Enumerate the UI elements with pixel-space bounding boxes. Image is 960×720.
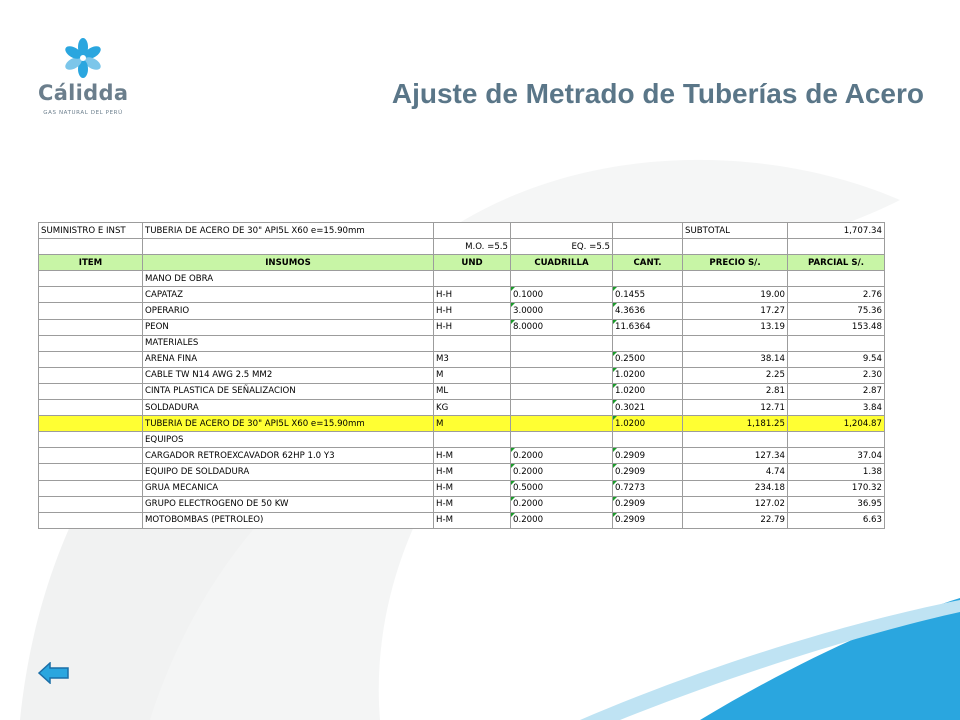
table-row — [39, 303, 885, 319]
precio-cell[interactable]: 1,181.25 — [683, 416, 788, 432]
parcial-cell[interactable]: 2.87 — [788, 383, 885, 399]
cuadrilla-cell[interactable]: 8.0000 — [511, 319, 613, 335]
info-empty-cell[interactable] — [434, 223, 511, 239]
parcial-cell[interactable]: 1.38 — [788, 464, 885, 480]
precio-cell[interactable]: 234.18 — [683, 480, 788, 496]
und-cell[interactable]: H-M — [434, 496, 511, 512]
item-cell[interactable] — [39, 448, 143, 464]
parcial-cell[interactable]: 2.76 — [788, 287, 885, 303]
insumo-cell[interactable]: MANO DE OBRA — [143, 271, 434, 287]
parcial-cell[interactable]: 2.30 — [788, 367, 885, 383]
insumo-cell[interactable]: ARENA FINA — [143, 351, 434, 367]
table-row — [39, 400, 885, 416]
insumo-cell[interactable]: EQUIPOS — [143, 432, 434, 448]
item-cell[interactable] — [39, 512, 143, 528]
und-cell[interactable]: KG — [434, 400, 511, 416]
ratio-row — [39, 239, 885, 255]
precio-cell[interactable]: 13.19 — [683, 319, 788, 335]
und-cell[interactable]: H-H — [434, 319, 511, 335]
info-empty-cell[interactable] — [511, 223, 613, 239]
cuadrilla-cell[interactable] — [511, 432, 613, 448]
precio-cell[interactable] — [683, 271, 788, 287]
header-parcial[interactable]: PARCIAL S/. — [788, 255, 885, 271]
item-cell[interactable] — [39, 367, 143, 383]
insumo-cell[interactable]: SOLDADURA — [143, 400, 434, 416]
cuadrilla-cell[interactable] — [511, 367, 613, 383]
table-row — [39, 319, 885, 335]
header-und[interactable]: UND — [434, 255, 511, 271]
insumo-cell[interactable]: MATERIALES — [143, 335, 434, 351]
cuadrilla-cell[interactable] — [511, 416, 613, 432]
cant-cell[interactable]: 1.0200 — [613, 367, 683, 383]
item-cell[interactable] — [39, 271, 143, 287]
und-cell[interactable]: M3 — [434, 351, 511, 367]
flower-logo-icon — [38, 36, 128, 81]
insumo-cell[interactable]: OPERARIO — [143, 303, 434, 319]
page-title: Ajuste de Metrado de Tuberías de Acero — [391, 78, 924, 109]
cuadrilla-cell[interactable]: 0.2000 — [511, 496, 613, 512]
info-label-cell[interactable]: SUMINISTRO E INST — [39, 223, 143, 239]
cuadrilla-cell[interactable] — [511, 400, 613, 416]
cuadrilla-cell[interactable]: 3.0000 — [511, 303, 613, 319]
parcial-cell[interactable] — [788, 271, 885, 287]
cant-cell[interactable]: 0.2909 — [613, 512, 683, 528]
info-empty-cell[interactable] — [613, 223, 683, 239]
cant-cell[interactable]: 0.2500 — [613, 351, 683, 367]
brand-name: Cálidda — [38, 81, 129, 105]
parcial-cell[interactable]: 170.32 — [788, 480, 885, 496]
cant-cell[interactable] — [613, 335, 683, 351]
insumo-cell[interactable]: PEON — [143, 319, 434, 335]
cuadrilla-cell[interactable] — [511, 271, 613, 287]
cant-cell[interactable]: 1.0200 — [613, 383, 683, 399]
table-row — [39, 464, 885, 480]
und-cell[interactable]: H-H — [434, 303, 511, 319]
parcial-cell[interactable]: 1,204.87 — [788, 416, 885, 432]
cant-cell[interactable]: 0.7273 — [613, 480, 683, 496]
table-row — [39, 367, 885, 383]
precio-cell[interactable]: 19.00 — [683, 287, 788, 303]
cuadrilla-cell[interactable]: 0.2000 — [511, 512, 613, 528]
insumo-cell[interactable]: TUBERIA DE ACERO DE 30" API5L X60 e=15.90mm — [143, 416, 434, 432]
table-row — [39, 335, 885, 351]
table-row — [39, 512, 885, 528]
mo-ratio-cell[interactable]: M.O. =5.5 — [434, 239, 511, 255]
precio-cell[interactable]: 127.02 — [683, 496, 788, 512]
und-cell[interactable]: H-M — [434, 480, 511, 496]
cant-cell[interactable]: 0.2909 — [613, 464, 683, 480]
parcial-cell[interactable]: 9.54 — [788, 351, 885, 367]
und-cell[interactable]: H-M — [434, 464, 511, 480]
insumo-cell[interactable]: CARGADOR RETROEXCAVADOR 62HP 1.0 Y3 — [143, 448, 434, 464]
und-cell[interactable]: ML — [434, 383, 511, 399]
table-row — [39, 432, 885, 448]
header-item[interactable]: ITEM — [39, 255, 143, 271]
und-cell[interactable] — [434, 432, 511, 448]
header-insumos[interactable]: INSUMOS — [143, 255, 434, 271]
cuadrilla-cell[interactable]: 0.2000 — [511, 448, 613, 464]
insumo-cell[interactable]: GRUPO ELECTROGENO DE 50 KW — [143, 496, 434, 512]
cuadrilla-cell[interactable] — [511, 335, 613, 351]
table-row — [39, 496, 885, 512]
precio-cell[interactable]: 17.27 — [683, 303, 788, 319]
item-cell[interactable] — [39, 319, 143, 335]
back-arrow-icon[interactable] — [38, 662, 70, 684]
table-row — [39, 448, 885, 464]
precio-cell[interactable]: 38.14 — [683, 351, 788, 367]
table-row — [39, 480, 885, 496]
parcial-cell[interactable]: 36.95 — [788, 496, 885, 512]
und-cell[interactable] — [434, 335, 511, 351]
parcial-cell[interactable]: 3.84 — [788, 400, 885, 416]
ratio-empty-cell[interactable] — [613, 239, 683, 255]
ratio-empty-cell[interactable] — [683, 239, 788, 255]
insumo-cell[interactable]: GRUA MECANICA — [143, 480, 434, 496]
subtotal-value-cell[interactable]: 1,707.34 — [788, 223, 885, 239]
insumo-cell[interactable]: MOTOBOMBAS (PETROLEO) — [143, 512, 434, 528]
parcial-cell[interactable]: 37.04 — [788, 448, 885, 464]
und-cell[interactable] — [434, 271, 511, 287]
precio-cell[interactable]: 22.79 — [683, 512, 788, 528]
und-cell[interactable]: H-M — [434, 512, 511, 528]
item-cell[interactable] — [39, 287, 143, 303]
item-cell[interactable] — [39, 400, 143, 416]
info-description-cell[interactable]: TUBERIA DE ACERO DE 30" API5L X60 e=15.90mm — [143, 223, 434, 239]
item-cell[interactable] — [39, 496, 143, 512]
cant-cell[interactable]: 0.1455 — [613, 287, 683, 303]
table-row — [39, 271, 885, 287]
cant-cell[interactable]: 11.6364 — [613, 319, 683, 335]
cant-cell[interactable] — [613, 271, 683, 287]
subtotal-label-cell[interactable]: SUBTOTAL — [683, 223, 788, 239]
spreadsheet-table — [38, 222, 885, 529]
parcial-cell[interactable] — [788, 335, 885, 351]
item-cell[interactable] — [39, 335, 143, 351]
calidda-logo — [38, 36, 128, 126]
item-cell[interactable] — [39, 303, 143, 319]
cant-cell[interactable]: 1.0200 — [613, 416, 683, 432]
table-row — [39, 416, 885, 432]
und-cell[interactable]: H-H — [434, 287, 511, 303]
cuadrilla-cell[interactable] — [511, 383, 613, 399]
und-cell[interactable]: M — [434, 416, 511, 432]
ratio-empty-cell[interactable] — [39, 239, 143, 255]
cant-cell[interactable]: 0.2909 — [613, 448, 683, 464]
parcial-cell[interactable]: 75.36 — [788, 303, 885, 319]
ratio-empty-cell[interactable] — [788, 239, 885, 255]
item-cell[interactable] — [39, 480, 143, 496]
item-cell[interactable] — [39, 464, 143, 480]
precio-cell[interactable]: 4.74 — [683, 464, 788, 480]
cant-cell[interactable] — [613, 432, 683, 448]
und-cell[interactable]: H-M — [434, 448, 511, 464]
precio-cell[interactable]: 2.81 — [683, 383, 788, 399]
insumo-cell[interactable]: CINTA PLASTICA DE SEÑALIZACION — [143, 383, 434, 399]
precio-cell[interactable] — [683, 432, 788, 448]
precio-cell[interactable]: 127.34 — [683, 448, 788, 464]
item-cell[interactable] — [39, 416, 143, 432]
cuadrilla-cell[interactable]: 0.1000 — [511, 287, 613, 303]
insumo-cell[interactable]: CAPATAZ — [143, 287, 434, 303]
cuadrilla-cell[interactable] — [511, 351, 613, 367]
parcial-cell[interactable] — [788, 432, 885, 448]
header-precio[interactable]: PRECIO S/. — [683, 255, 788, 271]
item-cell[interactable] — [39, 432, 143, 448]
cant-cell[interactable]: 4.3636 — [613, 303, 683, 319]
precio-cell[interactable] — [683, 335, 788, 351]
insumo-cell[interactable]: EQUIPO DE SOLDADURA — [143, 464, 434, 480]
parcial-cell[interactable]: 153.48 — [788, 319, 885, 335]
brand-tagline: GAS NATURAL DEL PERÚ — [43, 110, 123, 116]
table-row — [39, 383, 885, 399]
eq-ratio-cell[interactable]: EQ. =5.5 — [511, 239, 613, 255]
info-row — [39, 223, 885, 239]
cuadrilla-cell[interactable]: 0.5000 — [511, 480, 613, 496]
und-cell[interactable]: M — [434, 367, 511, 383]
insumo-cell[interactable]: CABLE TW N14 AWG 2.5 MM2 — [143, 367, 434, 383]
ratio-empty-cell[interactable] — [143, 239, 434, 255]
table-row — [39, 287, 885, 303]
header-row — [39, 255, 885, 271]
cuadrilla-cell[interactable]: 0.2000 — [511, 464, 613, 480]
cant-cell[interactable]: 0.3021 — [613, 400, 683, 416]
parcial-cell[interactable]: 6.63 — [788, 512, 885, 528]
precio-cell[interactable]: 12.71 — [683, 400, 788, 416]
table-row — [39, 351, 885, 367]
precio-cell[interactable]: 2.25 — [683, 367, 788, 383]
header-cuadrilla[interactable]: CUADRILLA — [511, 255, 613, 271]
header-cant[interactable]: CANT. — [613, 255, 683, 271]
item-cell[interactable] — [39, 383, 143, 399]
item-cell[interactable] — [39, 351, 143, 367]
cant-cell[interactable]: 0.2909 — [613, 496, 683, 512]
